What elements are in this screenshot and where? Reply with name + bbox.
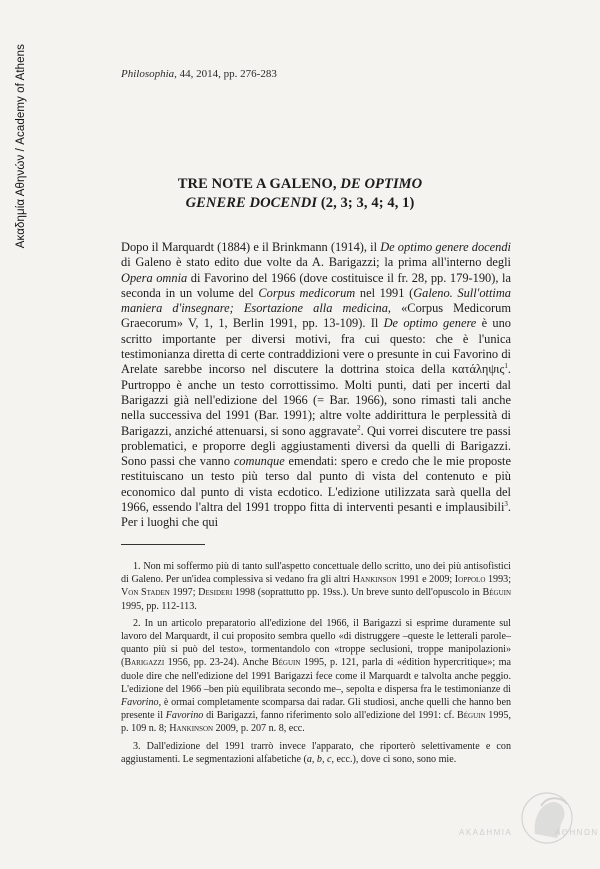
footnote-ref-1[interactable]: 1 [504, 362, 508, 371]
footnote-ref-2[interactable]: 2 [357, 423, 361, 432]
journal-citation: , 44, 2014, pp. 276-283 [174, 68, 277, 80]
footnote-divider [121, 544, 205, 545]
footnotes [121, 560, 511, 770]
academy-side-stamp: Ακαδημία Αθηνών / Academy of Athens [15, 44, 27, 249]
footnote-ref-3[interactable]: 3 [504, 499, 508, 508]
main-paragraph: Dopo il Marquardt (1884) e il Brinkmann (1914), il De optimo genere docendi di Galeno è stato edito due volte da A. Barigazzi; la prima all'interno degli Opera omnia di Favorino del 1966 (dove costituisce il fr. 28, pp. 179-190), la seconda in un volume del Corpus medicorum nel 1991 (Galeno. Sull'ottima maniera d'insegnare; Esortazione alla medicina, «Corpus Medicorum Graecorum» V, 1, 1, Berlin 1991, pp. 13-109). Il De optimo genere è uno scritto importante per diversi motivi, fra cui questo: che è l'unica testimonianza diretta di certe contraddizioni vere o presunte in cui Favorino di Arelate sarebbe incorso nel discutere la dottrina stoica della κατάληψις$^1$. Purtroppo è anche un testo corrottissimo. Molti punti, dati per incerti dal Barigazzi già nell'edizione del 1966 (= Bar. 1966), sono rimasti tali anche nella successiva del 1991 (Bar. 1991); altre volte addirittura le perplessità di Barigazzi, anziché attenuarsi, si sono aggravate$^2$. Qui vorrei discutere tre passi problematici, e proporre degli aggiustamenti diversi da quelli di Barigazzi. Sono passi che vanno comunque emendati: spero e credo che le mie proposte restituiscano un testo più terso dal punto di vista del contenuto e più economico dal punto di vista ecdotico. L'edizione utilizzata sarà quella del 1966, essendo l'altra del 1991 troppo fitta di interventi pesanti e implausibili$^3$. Per i luoghi che qui [121, 240, 511, 530]
article-title [0, 175, 600, 213]
title-line-1: TRE NOTE A GALENO, DE OPTIMO [177, 176, 423, 192]
running-head [121, 68, 277, 80]
footnote-2: 2. In un articolo preparatorio all'edizione del 1966, il Barigazzi si esprime duramente sul lavoro del Marquardt, il cui proposito sembra quello «di distruggere –queste le letterali parole– quanto più si può del testo», tormentandolo con «troppe seclusioni, troppe manipolazioni» (Barigazzi 1956, pp. 23-24). Anche Béguin 1995, p. 121, parla di «édition hypercritique»; ma duole dire che nell'edizione del 1991 Barigazzi fece come il Marquardt e talvolta anche peggio. L'edizione del 1966 –ben più equilibrata secondo me–, sepolta e dispersa fra le testimonianze di Favorino, è ormai completamente scomparsa dai radar. Gli studiosi, anche quelli che hanno ben presente il Favorino di Barigazzi, fanno riferimento solo all'edizione del 1991: cf. Béguin 1995, p. 109 n. 8; Hankinson 2009, p. 207 n. 8, ecc. [121, 617, 512, 735]
athena-head-icon [455, 790, 595, 860]
footnote-1: 1. Non mi soffermo più di tanto sull'aspetto concettuale dello scritto, uno dei più antisofistici di Galeno. Per un'idea complessiva si vedano fra gli altri Hankinson 1991 e 2009; Ioppolo 1993; Von Staden 1997; Desideri 1998 (soprattutto pp. 19ss.). Un breve sunto dell'opuscolo in Béguin 1995, pp. 112-113. [121, 561, 512, 612]
journal-name: Philosophia [121, 68, 175, 80]
watermark-text-left: ΑΚΑΔΗΜΙΑ [459, 828, 513, 837]
footnote-3: 3. Dall'edizione del 1991 trarrò invece l'apparato, che riporterò selettivamente e con aggiustamenti. Le segmentazioni alfabetiche (a, b, c, ecc.), dove ci sono, sono mie. [121, 740, 511, 765]
academy-watermark-logo [455, 790, 599, 860]
watermark-text-right: ΑΘΗΝΩΝ [555, 828, 599, 837]
title-line-2: GENERE DOCENDI (2, 3; 3, 4; 4, 1) [185, 195, 415, 211]
